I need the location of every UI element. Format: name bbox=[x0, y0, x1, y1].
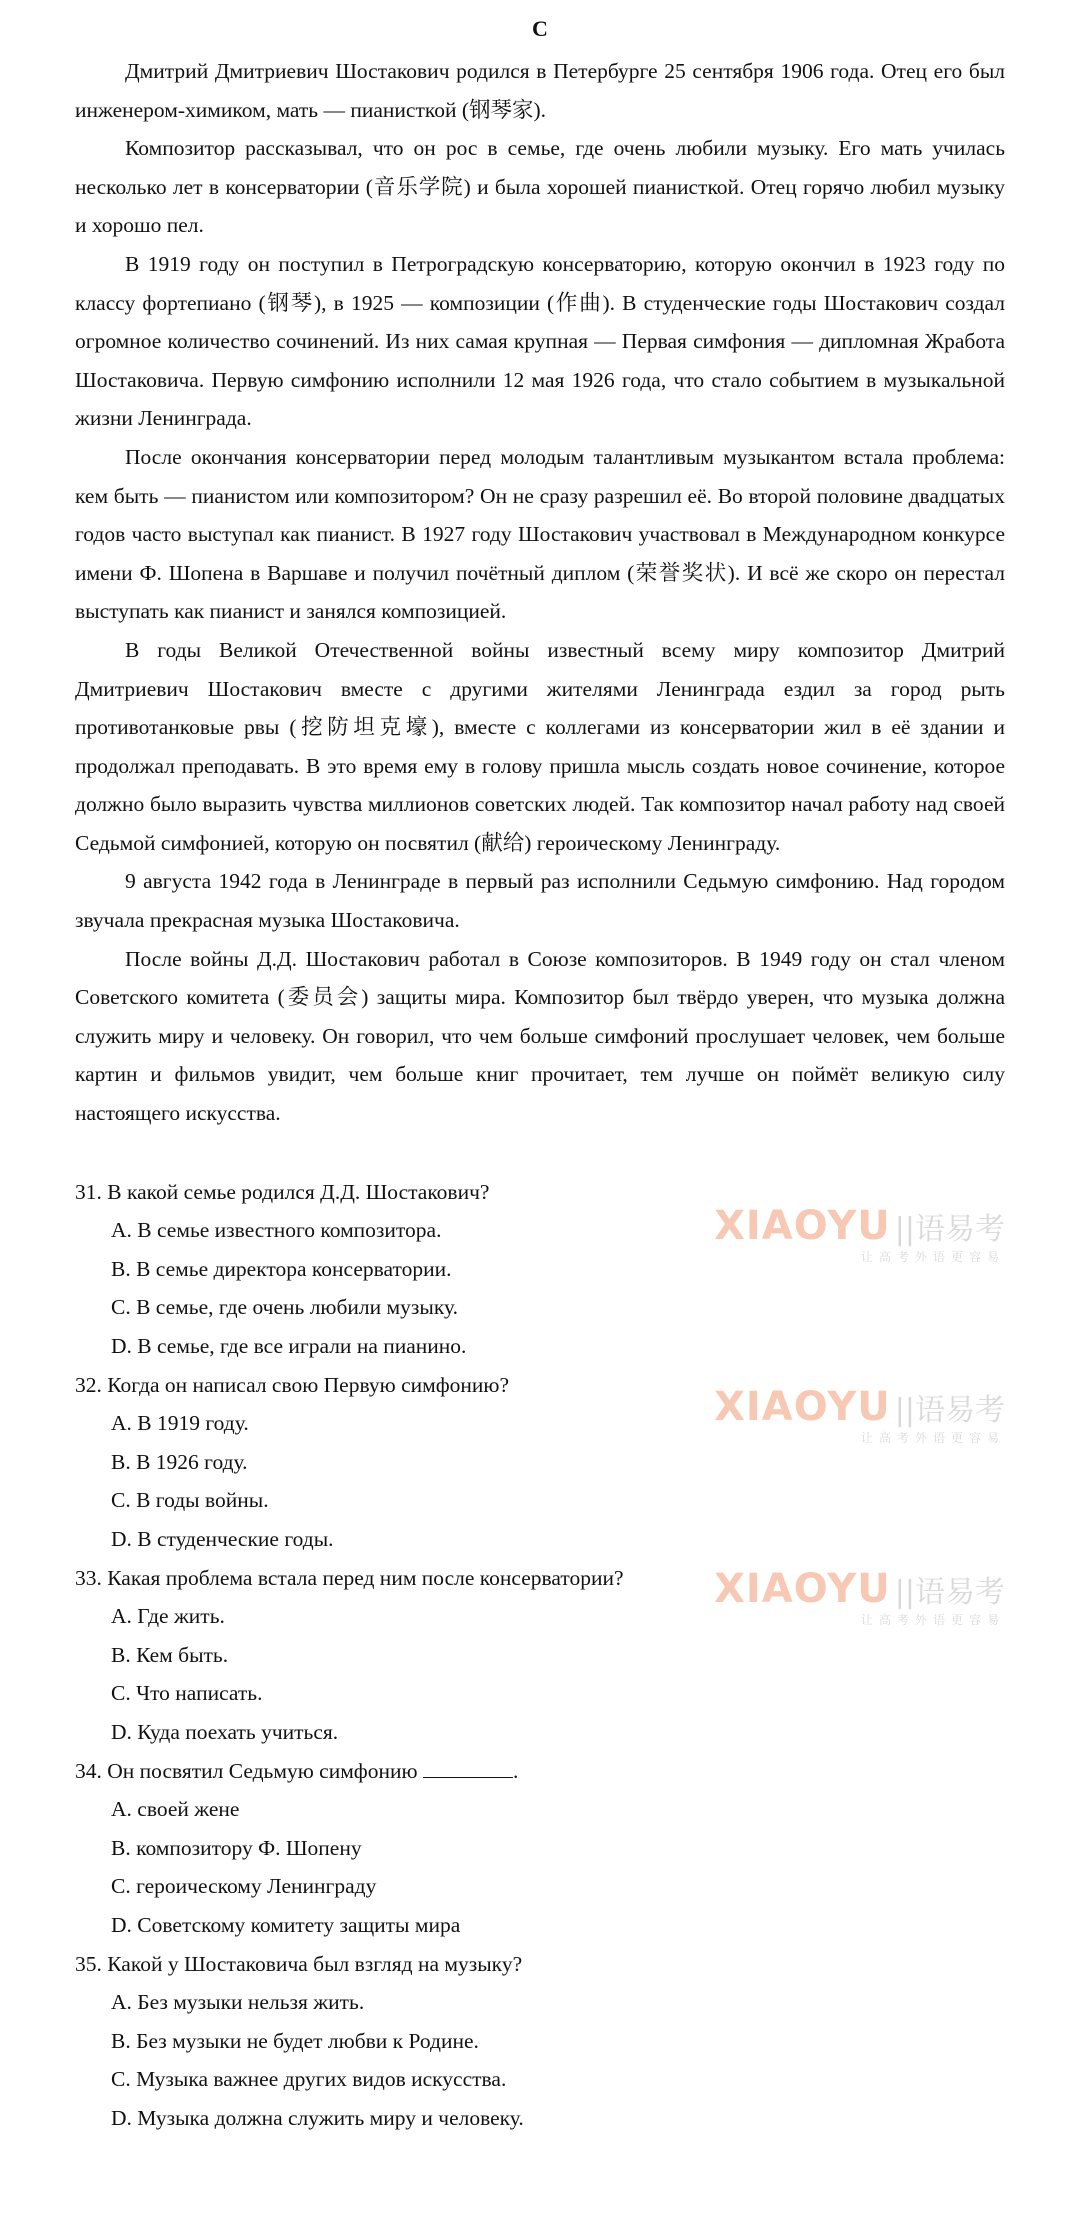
option-text: В годы войны. bbox=[136, 1488, 269, 1513]
option-letter: D. bbox=[111, 1912, 132, 1937]
option-text: Куда поехать учиться. bbox=[137, 1719, 339, 1744]
passage-paragraph: 9 августа 1942 года в Ленинграде в первый раз исполнили Седьмую симфонию. Над городом звучала прекрасная музыка Шостаковича. bbox=[75, 869, 1005, 933]
answer-option bbox=[75, 1597, 635, 1636]
question-text-end: . bbox=[512, 1758, 519, 1783]
option-letter: C. bbox=[111, 2067, 131, 2092]
option-text: В семье директора консерватории. bbox=[136, 1256, 452, 1281]
answer-option bbox=[75, 2022, 635, 2061]
option-text: Музыка должна служить миру и человеку. bbox=[137, 2105, 524, 2130]
option-letter: C. bbox=[111, 1295, 131, 1320]
question-stem bbox=[75, 1559, 635, 1598]
option-text: Кем быть. bbox=[136, 1642, 229, 1667]
option-letter: C. bbox=[111, 1488, 131, 1513]
answer-option bbox=[75, 1520, 635, 1559]
option-letter: A. bbox=[111, 1797, 132, 1822]
option-letter: C. bbox=[111, 1874, 131, 1899]
option-letter: B. bbox=[111, 1835, 131, 1860]
question-text: Какая проблема встала перед ним после консерватории? bbox=[107, 1565, 624, 1590]
option-letter: A. bbox=[111, 1604, 132, 1629]
answer-blank bbox=[423, 1759, 513, 1778]
answer-option bbox=[75, 1790, 635, 1829]
option-letter: D. bbox=[111, 1526, 132, 1551]
passage-paragraph: После окончания консерватории перед молодым талантливым музыкантом встала проблема: кем быть — пианистом или композитором? Он не сразу разрешил её. Во второй половине двадцатых годов часто выступал как пианист. В 1927 году Шостакович участвовал в Международном конкурсе имени Ф. Шопена в Варшаве и получил почётный диплом (荣誉奖状). И всё же скоро он перестал выступать как пианист и занялся композицией. bbox=[75, 444, 1005, 624]
watermark-chinese: ||语易考 bbox=[894, 1575, 1005, 1611]
question-number: 32. bbox=[75, 1372, 102, 1397]
question-stem bbox=[75, 1366, 635, 1405]
option-text: Музыка важнее других видов искусства. bbox=[136, 2067, 507, 2092]
option-text: В семье известного композитора. bbox=[137, 1218, 442, 1243]
watermark bbox=[714, 1384, 1005, 1446]
question-text: В какой семье родился Д.Д. Шостакович? bbox=[107, 1179, 490, 1204]
answer-option bbox=[75, 1713, 635, 1752]
option-letter: D. bbox=[111, 2105, 132, 2130]
question-item bbox=[75, 1752, 635, 1945]
option-text: своей жене bbox=[137, 1797, 240, 1822]
answer-option bbox=[75, 1327, 635, 1366]
reading-passage bbox=[75, 52, 1005, 1133]
option-letter: D. bbox=[111, 1334, 132, 1358]
option-text: В студенческие годы. bbox=[137, 1526, 334, 1551]
answer-option bbox=[75, 1906, 635, 1945]
option-text: Что написать. bbox=[136, 1681, 263, 1706]
passage-paragraph: Дмитрий Дмитриевич Шостакович родился в Петербурге 25 сентября 1906 года. Отец его был инженером-химиком, мать — пианисткой (钢琴家). bbox=[75, 59, 1005, 122]
question-text: Он посвятил Седьмую симфонию bbox=[107, 1758, 418, 1783]
answer-option bbox=[75, 1443, 635, 1482]
question-stem bbox=[75, 1752, 635, 1791]
watermark-chinese: ||语易考 bbox=[894, 1393, 1005, 1429]
question-number: 34. bbox=[75, 1758, 102, 1783]
question-stem bbox=[75, 1945, 635, 1984]
watermark-chinese: ||语易考 bbox=[894, 1211, 1005, 1247]
passage-paragraph: После войны Д.Д. Шостакович работал в Союзе композиторов. В 1949 году он стал членом Советского комитета (委员会) защиты мира. Композитор был твёрдо уверен, что музыка должна служить миру и человеку. Он говорил, что чем больше симфоний прослушает человек, чем больше картин и фильмов увидит, чем больше книг прочитает, тем лучше он поймёт великую силу настоящего искусства. bbox=[75, 946, 1005, 1126]
answer-option bbox=[75, 1250, 635, 1289]
option-text: В 1919 году. bbox=[137, 1411, 249, 1436]
question-item bbox=[75, 1559, 635, 1752]
option-letter: C. bbox=[111, 1681, 131, 1706]
option-letter: D. bbox=[111, 1719, 132, 1744]
watermark-brand: XIAOYU bbox=[714, 1566, 891, 1613]
option-letter: B. bbox=[111, 2028, 131, 2053]
answer-option bbox=[75, 1983, 635, 2022]
answer-option bbox=[75, 1404, 635, 1443]
question-stem bbox=[75, 1173, 635, 1212]
answer-option bbox=[75, 1288, 635, 1327]
answer-option bbox=[75, 2060, 635, 2099]
option-text: Советскому комитету защиты мира bbox=[137, 1912, 461, 1937]
question-number: 35. bbox=[75, 1951, 102, 1976]
section-title: C bbox=[532, 16, 548, 41]
option-text: Без музыки нельзя жить. bbox=[137, 1990, 365, 2015]
question-number: 33. bbox=[75, 1565, 102, 1590]
option-text: В семье, где все играли на пианино. bbox=[137, 1334, 467, 1358]
watermark-tagline: 让高考外语更容易 bbox=[860, 1613, 1005, 1628]
answer-option bbox=[75, 1867, 635, 1906]
watermark bbox=[714, 1203, 1005, 1265]
watermark-brand: XIAOYU bbox=[714, 1384, 891, 1431]
answer-option bbox=[75, 1481, 635, 1520]
answer-option bbox=[75, 1211, 635, 1250]
answer-option bbox=[75, 1636, 635, 1675]
option-letter: A. bbox=[111, 1218, 132, 1243]
watermark bbox=[714, 1566, 1005, 1628]
watermark-tagline: 让高考外语更容易 bbox=[860, 1431, 1005, 1446]
option-letter: B. bbox=[111, 1256, 131, 1281]
question-text: Какой у Шостаковича был взгляд на музыку? bbox=[107, 1951, 523, 1976]
option-text: Где жить. bbox=[137, 1604, 225, 1629]
question-item bbox=[75, 1366, 635, 1559]
passage-paragraph: Композитор рассказывал, что он рос в семье, где очень любили музыку. Его мать училась несколько лет в консерватории (音乐学院) и была хорошей пианисткой. Отец горячо любил музыку и хорошо пел. bbox=[75, 136, 1005, 238]
option-text: В семье, где очень любили музыку. bbox=[136, 1295, 458, 1320]
passage-paragraph: В годы Великой Отечественной войны известный всему миру композитор Дмитрий Дмитриевич Шостакович вместе с другими жителями Ленинграда ездил за город рыть противотанковые рвы (挖防坦克壕), вместе с коллегами из консерватории жил в её здании и продолжал преподавать. В это время ему в голову пришла мысль создать новое сочинение, которое должно было выразить чувства миллионов советских людей. Так композитор начал работу над своей Седьмой симфонией, которую он посвятил (献给) героическому Ленинграду. bbox=[75, 637, 1005, 855]
option-letter: A. bbox=[111, 1990, 132, 2015]
option-text: Без музыки не будет любви к Родине. bbox=[136, 2028, 479, 2053]
questions-area bbox=[75, 1173, 1005, 2138]
passage-paragraph: В 1919 году он поступил в Петроградскую консерваторию, которую окончил в 1923 году по классу фортепиано (钢琴), в 1925 — композиции (作曲). В студенческие годы Шостакович создал огромное количество сочинений. Из них самая крупная — Первая симфония — дипломная Жработа Шостаковича. Первую симфонию исполнили 12 мая 1926 года, что стало событием в музыкальной жизни Ленинграда. bbox=[75, 251, 1005, 431]
question-item bbox=[75, 1945, 635, 2138]
watermark-tagline: 让高考外语更容易 bbox=[860, 1249, 1005, 1264]
document-page bbox=[75, 0, 1005, 2137]
question-item bbox=[75, 1173, 635, 1366]
question-text: Когда он написал свою Первую симфонию? bbox=[107, 1372, 510, 1397]
watermark-brand: XIAOYU bbox=[714, 1202, 891, 1249]
option-letter: A. bbox=[111, 1411, 132, 1436]
option-text: В 1926 году. bbox=[136, 1449, 248, 1474]
answer-option bbox=[75, 1674, 635, 1713]
answer-option bbox=[75, 2099, 635, 2138]
option-text: героическому Ленинграду bbox=[136, 1874, 377, 1899]
watermark-column bbox=[635, 1173, 1005, 1628]
option-letter: B. bbox=[111, 1449, 131, 1474]
question-list bbox=[75, 1173, 635, 2138]
question-number: 31. bbox=[75, 1179, 102, 1204]
option-text: композитору Ф. Шопену bbox=[136, 1835, 362, 1860]
option-letter: B. bbox=[111, 1642, 131, 1667]
answer-option bbox=[75, 1829, 635, 1868]
